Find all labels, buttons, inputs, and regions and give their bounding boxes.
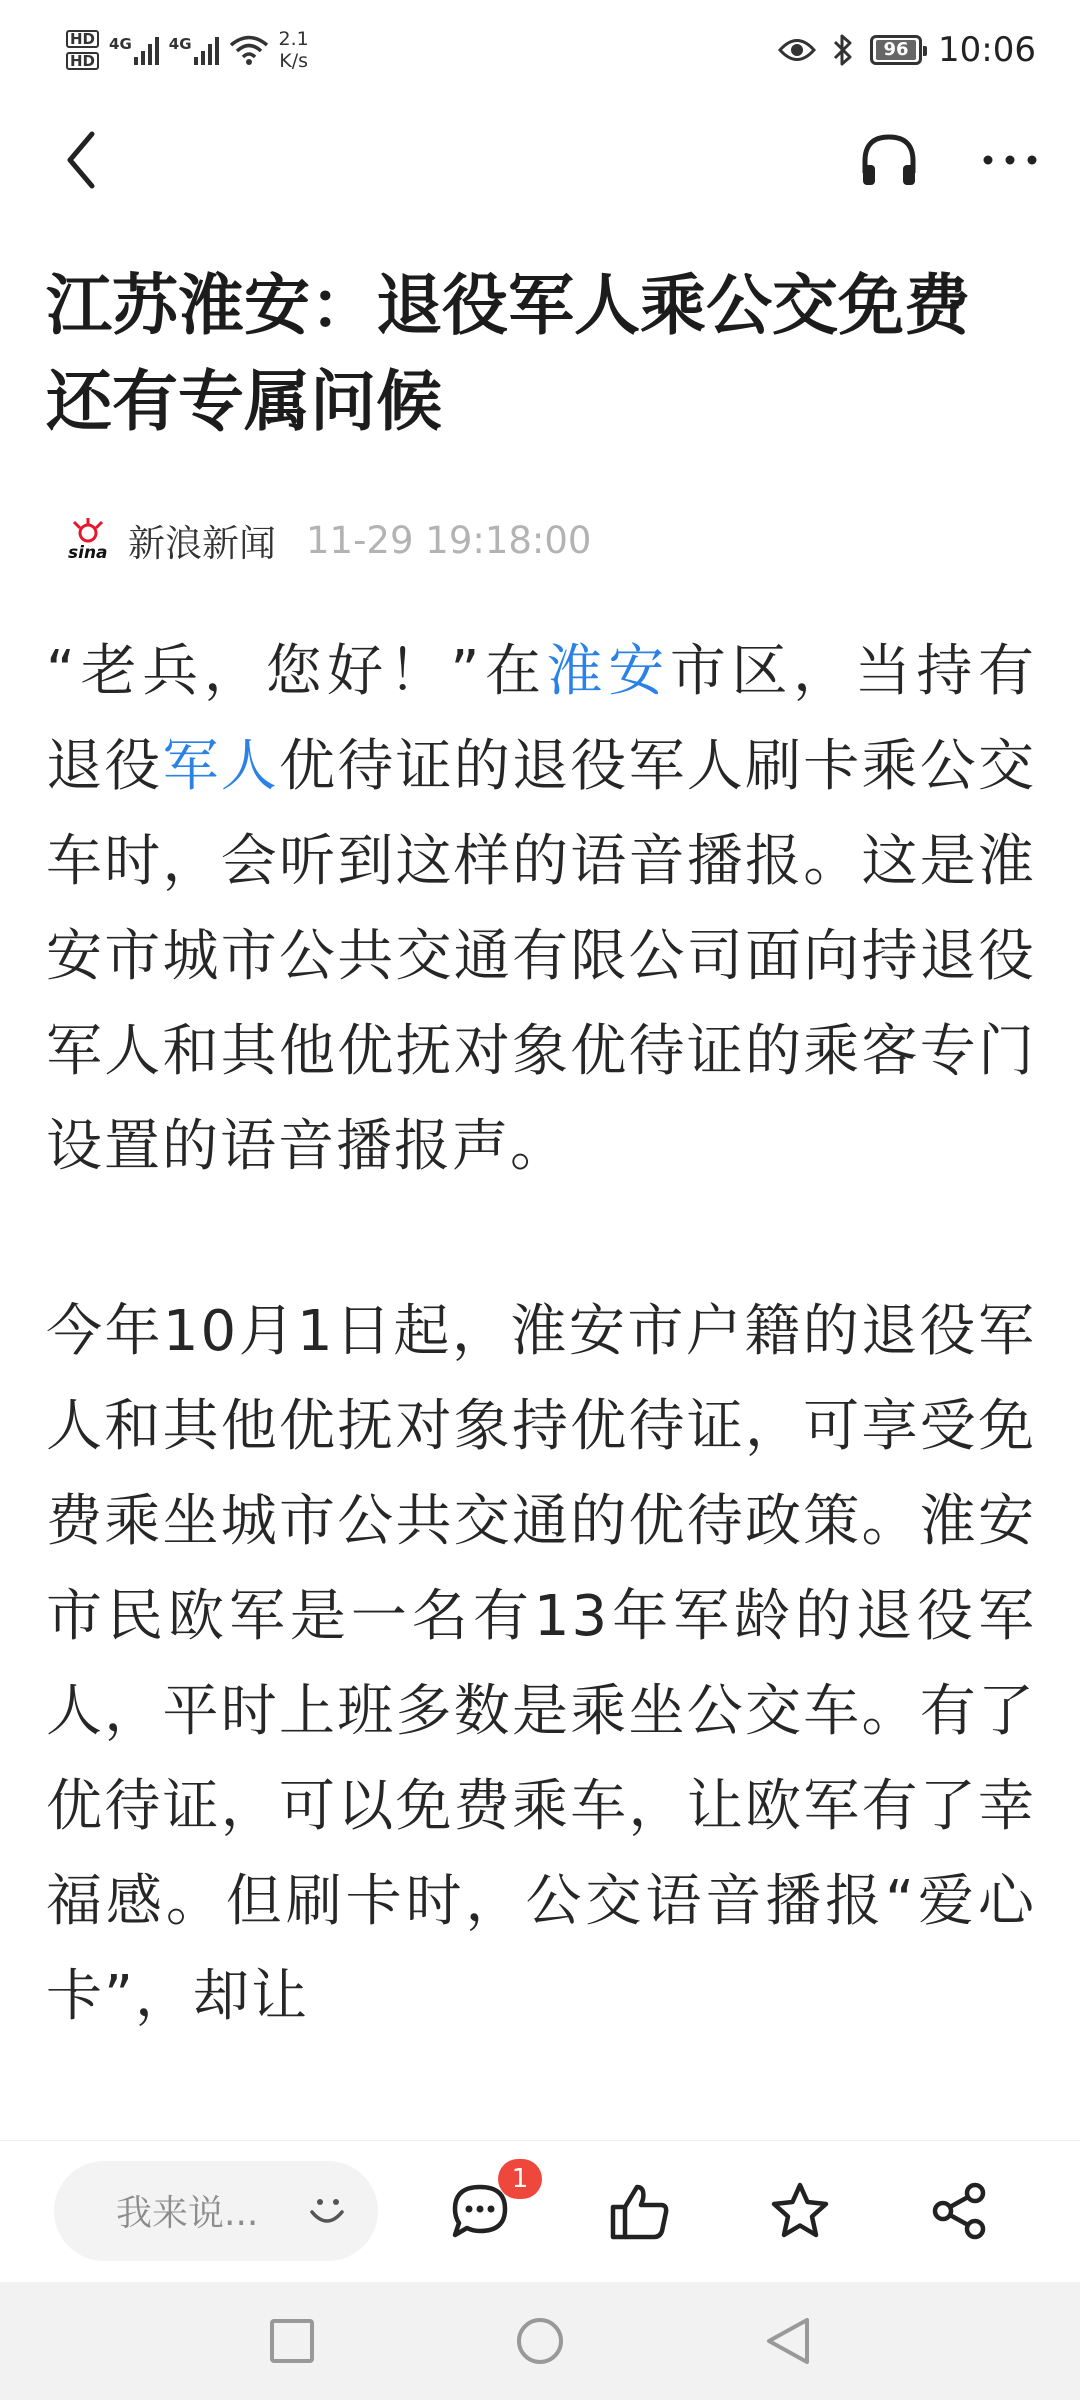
network-speed-value: 2.1 xyxy=(278,28,309,50)
source-name[interactable]: 新浪新闻 xyxy=(128,522,276,565)
top-nav xyxy=(0,110,1080,210)
paragraph-1 xyxy=(46,624,1036,1194)
paragraph-2: 今年10月1日起，淮安市户籍的退役军人和其他优抚对象持优待证，可享受免费乘坐城市公共交通的优待政策。淮安市民欧军是一名有13年军龄的退役军人，平时上班多数是乘坐公交车。有了优待证，可以免费乘车，让欧军有了幸福感。但刷卡时，公交语音播报“爱心卡”，却让 xyxy=(46,1299,1036,2029)
comment-button[interactable] xyxy=(448,2163,529,2243)
svg-text:sina: sina xyxy=(68,543,108,562)
network-speed xyxy=(279,28,309,72)
status-time: 10:06 xyxy=(938,30,1036,70)
article-actions xyxy=(448,2163,992,2243)
favorite-button[interactable] xyxy=(768,2179,832,2243)
status-right xyxy=(778,30,1036,70)
smiley-icon[interactable] xyxy=(306,2190,348,2232)
status-left xyxy=(66,28,309,72)
status-bar xyxy=(0,0,1080,100)
signal-bars-icon xyxy=(134,35,159,65)
home-circle-icon[interactable] xyxy=(515,2316,565,2366)
bluetooth-icon xyxy=(832,33,854,67)
share-button[interactable] xyxy=(928,2179,992,2243)
keyword-link-huaian[interactable]: 淮安 xyxy=(546,639,670,704)
article-meta xyxy=(66,512,591,568)
share-icon xyxy=(930,2181,990,2241)
like-button[interactable] xyxy=(608,2179,672,2243)
chevron-left-icon[interactable] xyxy=(60,128,104,192)
paragraph-1-text-b: 市区，当持有退役 xyxy=(46,639,1037,799)
paragraph-1-text-a: “老兵，您好！”在 xyxy=(46,639,547,704)
hd-indicator-1: HD xyxy=(66,30,99,48)
system-navigation-bar xyxy=(0,2282,1080,2400)
network-type-2: 4G xyxy=(168,35,192,53)
article-body xyxy=(46,624,1036,2044)
battery-level: 96 xyxy=(876,40,916,60)
recents-square-icon[interactable] xyxy=(269,2318,315,2364)
publish-time: 11-29 19:18:00 xyxy=(306,518,592,562)
hd-indicators xyxy=(66,30,99,70)
eye-icon xyxy=(778,37,816,63)
network-speed-unit: K/s xyxy=(279,50,308,72)
article-title: 江苏淮安：退役军人乘公交免费 还有专属问候 xyxy=(46,267,970,440)
sina-logo-icon[interactable] xyxy=(66,518,110,562)
battery-icon xyxy=(870,35,922,65)
comment-count-badge: 1 xyxy=(498,2159,542,2199)
hd-indicator-2: HD xyxy=(66,52,99,70)
signal-bars-icon xyxy=(194,35,219,65)
network-type-1: 4G xyxy=(109,35,132,53)
headphones-icon[interactable] xyxy=(858,129,920,191)
signal-sim2 xyxy=(169,35,219,65)
comment-input[interactable] xyxy=(54,2161,378,2261)
comment-placeholder: 我来说... xyxy=(116,2193,259,2234)
thumbs-up-icon xyxy=(609,2181,671,2241)
bottom-action-bar xyxy=(0,2140,1080,2280)
wifi-icon xyxy=(229,34,269,66)
keyword-link-junren[interactable]: 军人 xyxy=(162,734,279,799)
star-icon xyxy=(769,2181,831,2241)
paragraph-1-text-c: 优待证的退役军人刷卡乘公交车时，会听到这样的语音播报。这是淮安市城市公共交通有限公司面向持退役军人和其他优抚对象优待证的乘客专门设置的语音播报声。 xyxy=(46,734,1036,1179)
nav-actions xyxy=(858,129,1040,191)
more-horizontal-icon[interactable] xyxy=(980,150,1040,170)
back-triangle-icon[interactable] xyxy=(765,2316,811,2366)
signal-sim1 xyxy=(109,35,159,65)
